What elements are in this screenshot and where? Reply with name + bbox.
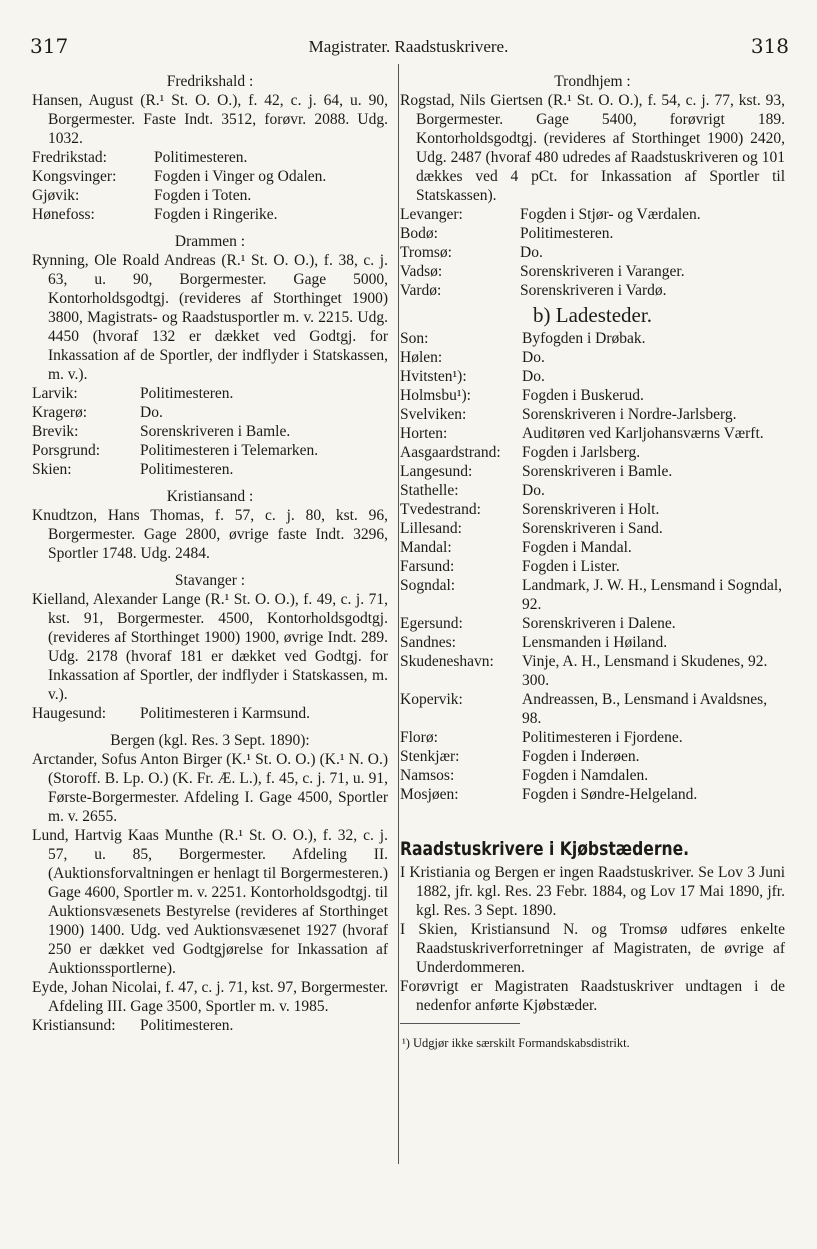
city-heading: Bergen (kgl. Res. 3 Sept. 1890):: [110, 732, 310, 749]
ladested-official: Fogden i Jarlsberg.: [522, 444, 641, 461]
ladested-row: [400, 747, 785, 766]
kv-value: Fogden i Toten.: [154, 187, 252, 204]
ladested-official: Fogden i Namdalen.: [522, 767, 649, 784]
ladested-row: [400, 614, 785, 633]
column-divider: [398, 64, 399, 1164]
kv-row: [32, 704, 388, 723]
entry-paragraph: Knudtzon, Hans Thomas, f. 57, c. j. 80, kst. 96, Borgermester. Gage 2800, øvrige faste Indt. 3296, Sportler 1748. Udg. 2484.: [32, 507, 388, 562]
kv-value: Politimesteren.: [140, 385, 234, 402]
city-heading: Stavanger :: [174, 572, 246, 589]
kv-key: Larvik:: [32, 385, 78, 402]
ladested-official: Fogden i Lister.: [522, 558, 620, 575]
ladested-name: Namsos:: [400, 767, 455, 784]
ladested-name: Lillesand:: [400, 520, 462, 537]
ladested-official: Sorenskriveren i Sand.: [522, 520, 663, 537]
ladested-official: Sorenskriveren i Dalene.: [522, 615, 676, 632]
ladested-row: [400, 728, 785, 747]
kv-row: [400, 205, 785, 224]
kv-value: Politimesteren.: [520, 225, 614, 242]
entry-paragraph: Hansen, August (R.¹ St. O. O.), f. 42, c. j. 64, u. 90, Borgermester. Faste Indt. 3512, forøvr. 2088. Udg. 1032.: [32, 92, 388, 147]
kv-value: Do.: [520, 244, 543, 261]
ladested-official: Fogden i Buskerud.: [522, 387, 644, 404]
kv-row: [32, 167, 388, 186]
kv-key: Levanger:: [400, 206, 463, 223]
kv-row: [400, 281, 785, 300]
kv-key: Fredrikstad:: [32, 149, 107, 166]
city-heading: Fredrikshald :: [166, 73, 254, 90]
ladested-official: Byfogden i Drøbak.: [522, 330, 646, 347]
kv-row: [400, 262, 785, 281]
kv-row: [32, 1016, 388, 1035]
page-number-left: 317: [30, 34, 69, 58]
ladested-row: [400, 367, 785, 386]
ladested-name: Sandnes:: [400, 634, 456, 651]
entry-paragraph: Arctander, Sofus Anton Birger (K.¹ St. O. O.) (K.¹ N. O.) (Storoff. B. Lp. O.) (K. Fr. Æ. L.), f. 45, c. j. 71, u. 91, Første-Borgermester. Afdeling I. Gage 4500, Sportler m. v. 2655.: [32, 751, 388, 825]
kv-key: Tromsø:: [400, 244, 452, 261]
ladested-row: [400, 424, 785, 443]
entry-paragraph: Kielland, Alexander Lange (R.¹ St. O. O.), f. 49, c. j. 71, kst. 91, Borgermester. 4500, Kontorholdsgodtgj. (revideres af Storthinget 1900) 1900, øvrige Indt. 289. Udg. 2178 (hvoraf 181 er dækket ved Godtgj. for Inkassation af Sportler, der indflyder i Statskassen, m. v.).: [32, 591, 388, 703]
kv-key: Haugesund:: [32, 705, 107, 722]
ladested-row: [400, 348, 785, 367]
ladested-official: Sorenskriveren i Nordre-Jarlsberg.: [522, 406, 737, 423]
ladested-name: Son:: [400, 330, 429, 347]
ladested-row: [400, 443, 785, 462]
entry-paragraph: Lund, Hartvig Kaas Munthe (R.¹ St. O. O.), f. 32, c. j. 57, u. 85, Borgermester. Afdeling II. (Auktionsforvaltningen er henlagt til Borgermesteren.) Gage 4600, Sportler m. v. 2251. Kontorholdsgodtgj. til Auktionsvæsenets Bestyrelse (revideres af Storthinget 1900) 1400. Udg. ved Auktionsvæsenet 1927 (hvoraf 250 er dækket ved Godtgjørelse for Inkassation af Auktionssportlerne).: [32, 827, 388, 977]
kv-row: [32, 460, 388, 479]
kv-value: Sorenskriveren i Bamle.: [140, 423, 291, 440]
kv-row: [32, 205, 388, 224]
ladested-row: [400, 386, 785, 405]
section-paragraph: Forøvrigt er Magistraten Raadstuskriver undtagen i de nedenfor anførte Kjøbstæder.: [400, 978, 785, 1014]
ladested-official: Politimesteren i Fjordene.: [522, 729, 683, 746]
ladested-official: Fogden i Mandal.: [522, 539, 632, 556]
ladested-row: [400, 405, 785, 424]
kv-row: [32, 441, 388, 460]
kv-key: Gjøvik:: [32, 187, 80, 204]
kv-row: [400, 243, 785, 262]
ladested-official: Do.: [522, 482, 545, 499]
kv-key: Porsgrund:: [32, 442, 101, 459]
ladesteder-list: [400, 329, 785, 804]
kv-value: Politimesteren.: [140, 1017, 234, 1034]
kv-row: [32, 422, 388, 441]
ladested-name: Tvedestrand:: [400, 501, 481, 518]
ladested-official: Fogden i Søndre-Helgeland.: [522, 786, 698, 803]
kv-key: Kragerø:: [32, 404, 88, 421]
city-heading: Kristiansand :: [166, 488, 254, 505]
ladested-name: Skudeneshavn:: [400, 653, 494, 670]
ladested-name: Aasgaardstrand:: [400, 444, 501, 461]
kv-value: Do.: [140, 404, 163, 421]
ladested-official: Fogden i Inderøen.: [522, 748, 640, 765]
ladested-name: Svelviken:: [400, 406, 467, 423]
footnote: ¹) Udgjør ikke særskilt Formandskabsdistrikt.: [402, 1036, 630, 1050]
ladested-row: [400, 690, 785, 728]
running-title: Magistrater. Raadstuskrivere.: [308, 37, 509, 56]
footnote-rule: [400, 1023, 520, 1024]
ladested-row: [400, 652, 785, 690]
kv-value: Fogden i Ringerike.: [154, 206, 278, 223]
ladested-row: [400, 557, 785, 576]
ladested-row: [400, 576, 785, 614]
ladested-name: Farsund:: [400, 558, 455, 575]
section-heading: b) Ladesteder.: [533, 303, 652, 327]
kv-row: [32, 403, 388, 422]
section-paragraph: I Skien, Kristiansund N. og Tromsø udføres enkelte Raadstuskriverforretninger af Magistraten, de øvrige af Underdommeren.: [400, 921, 785, 976]
kv-value: Politimesteren i Karmsund.: [140, 705, 311, 722]
ladested-name: Holmsbu¹):: [400, 387, 471, 404]
ladested-official: Do.: [522, 349, 545, 366]
ladested-row: [400, 766, 785, 785]
ladested-row: [400, 633, 785, 652]
ladested-official: Do.: [522, 368, 545, 385]
right-column: [400, 72, 785, 1053]
ladested-row: [400, 481, 785, 500]
kv-value: Politimesteren.: [154, 149, 248, 166]
ladested-row: [400, 500, 785, 519]
ladested-official: Auditøren ved Karljohansværns Værft.: [522, 425, 764, 442]
kv-row: [32, 148, 388, 167]
raadstuskrivere-heading: Raadstuskrivere i Kjøbstæderne.: [400, 838, 690, 860]
ladested-row: [400, 462, 785, 481]
ladested-name: Langesund:: [400, 463, 473, 480]
ladested-name: Mosjøen:: [400, 786, 459, 803]
ladested-name: Egersund:: [400, 615, 463, 632]
ladested-row: [400, 519, 785, 538]
kv-value: Fogden i Vinger og Odalen.: [154, 168, 327, 185]
kv-value: Politimesteren i Telemarken.: [140, 442, 319, 459]
ladested-name: Sogndal:: [400, 577, 456, 594]
kv-key: Bodø:: [400, 225, 438, 242]
kv-key: Skien:: [32, 461, 72, 478]
entry-paragraph: Rogstad, Nils Giertsen (R.¹ St. O. O.), f. 54, c. j. 77, kst. 93, Borgermester. Gage 5400, forøvrigt 189. Kontorholdsgodtgj. (revideres af Storthinget 1900) 2420, Udg. 2487 (hvoraf 480 udredes af Raadstuskriveren og 101 dækkes ved 4 pCt. for Inkassation af Sportler til Statskassen).: [400, 92, 785, 204]
kv-value: Sorenskriveren i Varanger.: [520, 263, 685, 280]
city-heading: Trondhjem :: [554, 73, 631, 90]
kv-key: Brevik:: [32, 423, 79, 440]
page-number-right: 318: [750, 34, 789, 58]
kv-value: Fogden i Stjør- og Værdalen.: [520, 206, 701, 223]
kv-row: [400, 224, 785, 243]
ladested-name: Stathelle:: [400, 482, 459, 499]
ladested-official: Lensmanden i Høiland.: [522, 634, 668, 651]
ladested-name: Hølen:: [400, 349, 443, 366]
ladested-row: [400, 538, 785, 557]
kv-key: Hønefoss:: [32, 206, 95, 223]
ladested-official: Andreassen, B., Lensmand i Avaldsnes, 98.: [522, 691, 768, 727]
ladested-name: Hvitsten¹):: [400, 368, 467, 385]
ladested-official: Sorenskriveren i Holt.: [522, 501, 660, 518]
kv-key: Vadsø:: [400, 263, 443, 280]
ladested-official: Vinje, A. H., Lensmand i Skudenes, 92. 300.: [522, 653, 768, 689]
entry-paragraph: Eyde, Johan Nicolai, f. 47, c. j. 71, kst. 97, Borgermester. Afdeling III. Gage 3500, Sportler m. v. 1985.: [32, 979, 388, 1015]
ladested-name: Kopervik:: [400, 691, 463, 708]
kv-row: [32, 384, 388, 403]
ladested-name: Mandal:: [400, 539, 452, 556]
ladested-name: Stenkjær:: [400, 748, 460, 765]
ladested-name: Florø:: [400, 729, 438, 746]
kv-value: Sorenskriveren i Vardø.: [520, 282, 667, 299]
kv-key: Kristiansund:: [32, 1017, 116, 1034]
kv-row: [32, 186, 388, 205]
entry-paragraph: Rynning, Ole Roald Andreas (R.¹ St. O. O.), f. 38, c. j. 63, u. 90, Borgermester. Gage 5000, Kontorholdsgodtgj. (revideres af Storthinget 1900) 3800, Magistrats- og Raadstusportler m. v. 2215. Udg. 4450 (hvoraf 132 er dækket ved Godtgj. for Inkassation af de Sportler, der indflyder i Statskassen, m. v.).: [32, 252, 388, 383]
ladested-row: [400, 329, 785, 348]
kv-value: Politimesteren.: [140, 461, 234, 478]
kv-key: Vardø:: [400, 282, 442, 299]
section-paragraph: I Kristiania og Bergen er ingen Raadstuskriver. Se Lov 3 Juni 1882, jfr. kgl. Res. 23 Febr. 1884, og Lov 17 Mai 1890, jfr. kgl. Res. 3 Sept. 1890.: [400, 864, 785, 919]
ladested-name: Horten:: [400, 425, 448, 442]
city-heading: Drammen :: [174, 233, 246, 250]
ladested-row: [400, 785, 785, 804]
left-column: [32, 72, 388, 1035]
page-header: [0, 34, 817, 60]
kv-key: Kongsvinger:: [32, 168, 117, 185]
ladested-official: Sorenskriveren i Bamle.: [522, 463, 673, 480]
ladested-official: Landmark, J. W. H., Lensmand i Sogndal, 92.: [522, 577, 783, 613]
